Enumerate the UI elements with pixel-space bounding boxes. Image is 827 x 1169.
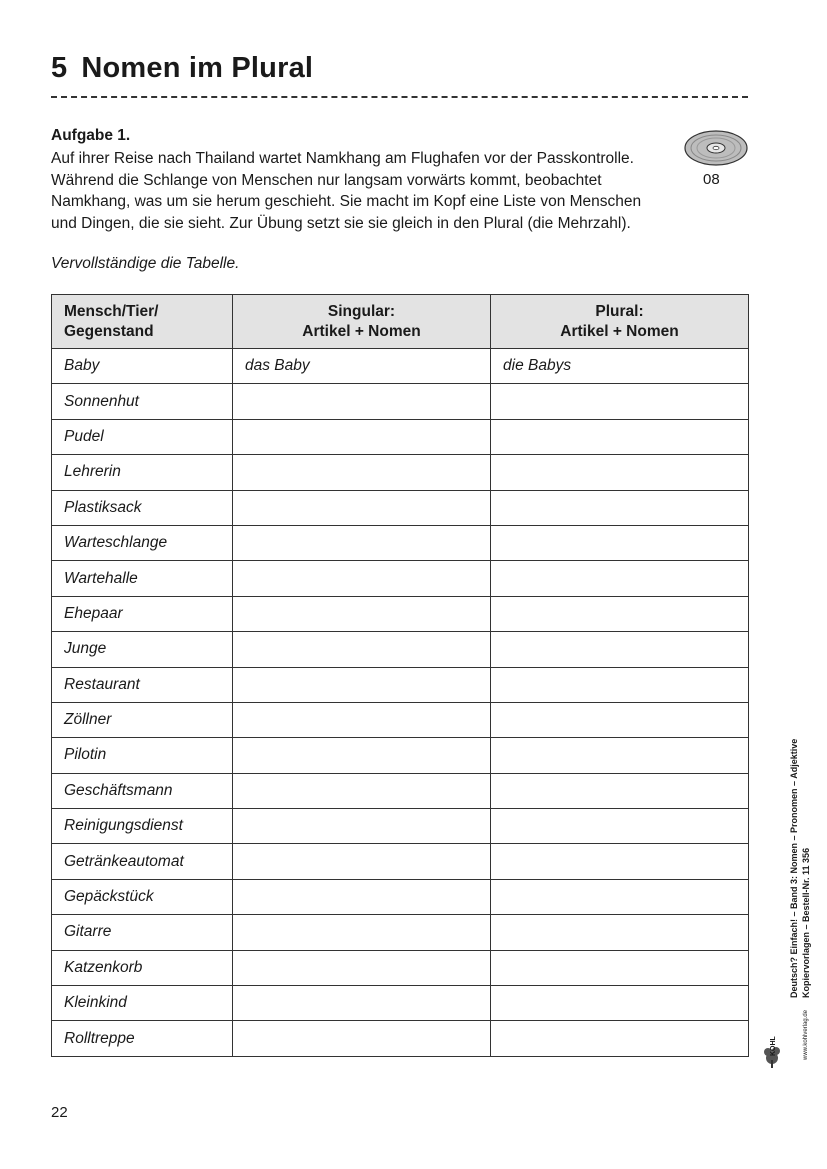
plural-answer-cell[interactable]	[491, 455, 749, 490]
table-row	[52, 986, 749, 1021]
singular-answer-cell[interactable]	[233, 986, 491, 1021]
word-cell: Lehrerin	[52, 455, 233, 490]
singular-answer-cell[interactable]	[233, 879, 491, 914]
plural-answer-cell[interactable]	[491, 773, 749, 808]
table-row	[52, 490, 749, 525]
word-cell: Kleinkind	[52, 986, 233, 1021]
word-cell: Reinigungsdienst	[52, 809, 233, 844]
dashed-divider	[51, 96, 748, 98]
page-number: 22	[51, 1104, 68, 1121]
table-row	[52, 632, 749, 667]
table-row	[52, 773, 749, 808]
table-row	[52, 667, 749, 702]
word-cell: Rolltreppe	[52, 1021, 233, 1056]
plural-answer-cell[interactable]	[491, 738, 749, 773]
cd-track-number: 08	[703, 171, 720, 188]
singular-answer-cell[interactable]	[233, 490, 491, 525]
word-cell: Baby	[52, 349, 233, 384]
plural-table	[51, 294, 749, 1057]
table-row	[52, 738, 749, 773]
column-header-singular	[233, 295, 491, 349]
plural-answer-cell[interactable]	[491, 1021, 749, 1056]
chapter-title: Nomen im Plural	[81, 52, 314, 84]
table-row	[52, 702, 749, 737]
order-number: Kopiervorlagen – Bestell-Nr. 11 356	[801, 847, 811, 998]
table-body	[52, 349, 749, 1057]
word-cell: Getränkeautomat	[52, 844, 233, 879]
plural-answer-cell[interactable]	[491, 879, 749, 914]
word-cell: Katzenkorb	[52, 950, 233, 985]
word-cell: Junge	[52, 632, 233, 667]
table-row	[52, 455, 749, 490]
plural-answer-cell[interactable]	[491, 809, 749, 844]
singular-answer-cell[interactable]	[233, 632, 491, 667]
header-line: Artikel + Nomen	[302, 322, 421, 340]
page-title	[51, 52, 313, 85]
singular-answer-cell[interactable]	[233, 809, 491, 844]
word-cell: Gitarre	[52, 915, 233, 950]
task-line: Namkhang, was um sie herum geschieht. Sie macht im Kopf eine Liste von Menschen	[51, 193, 642, 210]
singular-answer-cell[interactable]	[233, 384, 491, 419]
table-row	[52, 879, 749, 914]
singular-answer-cell[interactable]	[233, 844, 491, 879]
plural-answer-cell[interactable]	[491, 596, 749, 631]
plural-answer-cell[interactable]	[491, 561, 749, 596]
plural-answer-cell[interactable]	[491, 632, 749, 667]
word-cell: Pilotin	[52, 738, 233, 773]
singular-answer-cell[interactable]	[233, 773, 491, 808]
column-header-plural	[491, 295, 749, 349]
singular-answer-cell[interactable]	[233, 419, 491, 454]
task-description	[51, 148, 681, 234]
publication-title: Deutsch? Einfach! – Band 3: Nomen – Pronomen – Adjektive	[789, 738, 799, 998]
singular-answer-cell[interactable]	[233, 738, 491, 773]
table-row	[52, 349, 749, 384]
singular-answer-cell[interactable]	[233, 702, 491, 737]
column-header-word	[52, 295, 233, 349]
plural-answer-cell[interactable]	[491, 419, 749, 454]
singular-answer-cell[interactable]	[233, 915, 491, 950]
instruction: Vervollständige die Tabelle.	[51, 255, 240, 272]
word-cell: Restaurant	[52, 667, 233, 702]
task-line: Auf ihrer Reise nach Thailand wartet Namkhang am Flughafen vor der Passkontrolle.	[51, 150, 634, 167]
word-cell: Plastiksack	[52, 490, 233, 525]
table-row	[52, 596, 749, 631]
word-cell: Ehepaar	[52, 596, 233, 631]
word-cell: Warteschlange	[52, 525, 233, 560]
task-heading: Aufgabe 1.	[51, 127, 131, 144]
word-cell: Sonnenhut	[52, 384, 233, 419]
word-cell: Wartehalle	[52, 561, 233, 596]
header-line: Artikel + Nomen	[560, 322, 679, 340]
header-line: Gegenstand	[64, 322, 154, 340]
plural-answer-cell[interactable]	[491, 702, 749, 737]
publisher-name: KOHL	[770, 1036, 777, 1056]
plural-answer-cell[interactable]: die Babys	[491, 349, 749, 384]
table-row	[52, 419, 749, 454]
table-header-row	[52, 295, 749, 349]
task-line: und Dingen, die sie sieht. Zur Übung setzt sie sie gleich in den Plural (die Mehrzahl).	[51, 214, 631, 232]
header-line: Plural:	[595, 302, 644, 320]
plural-answer-cell[interactable]	[491, 915, 749, 950]
singular-answer-cell[interactable]	[233, 667, 491, 702]
header-line: Singular:	[327, 302, 396, 320]
word-cell: Gepäckstück	[52, 879, 233, 914]
singular-answer-cell[interactable]	[233, 1021, 491, 1056]
plural-answer-cell[interactable]	[491, 950, 749, 985]
singular-answer-cell[interactable]: das Baby	[233, 349, 491, 384]
word-cell: Geschäftsmann	[52, 773, 233, 808]
table-row	[52, 950, 749, 985]
table-row	[52, 1021, 749, 1056]
table-row	[52, 844, 749, 879]
publication-info	[788, 739, 812, 998]
plural-answer-cell[interactable]	[491, 384, 749, 419]
task-line: Während die Schlange von Menschen nur langsam vorwärts kommt, beobachtet	[51, 171, 602, 189]
plural-answer-cell[interactable]	[491, 525, 749, 560]
singular-answer-cell[interactable]	[233, 596, 491, 631]
table-row	[52, 809, 749, 844]
table-row	[52, 915, 749, 950]
plural-answer-cell[interactable]	[491, 986, 749, 1021]
header-line: Mensch/Tier/	[64, 302, 159, 320]
plural-answer-cell[interactable]	[491, 667, 749, 702]
table-row	[52, 384, 749, 419]
singular-answer-cell[interactable]	[233, 525, 491, 560]
word-cell: Zöllner	[52, 702, 233, 737]
chapter-number: 5	[51, 52, 68, 84]
plural-answer-cell[interactable]	[491, 844, 749, 879]
table-row	[52, 525, 749, 560]
singular-answer-cell[interactable]	[233, 561, 491, 596]
singular-answer-cell[interactable]	[233, 455, 491, 490]
table-row	[52, 561, 749, 596]
singular-answer-cell[interactable]	[233, 950, 491, 985]
plural-answer-cell[interactable]	[491, 490, 749, 525]
word-cell: Pudel	[52, 419, 233, 454]
publisher-url: www.kohlverlag.de	[803, 1009, 809, 1060]
